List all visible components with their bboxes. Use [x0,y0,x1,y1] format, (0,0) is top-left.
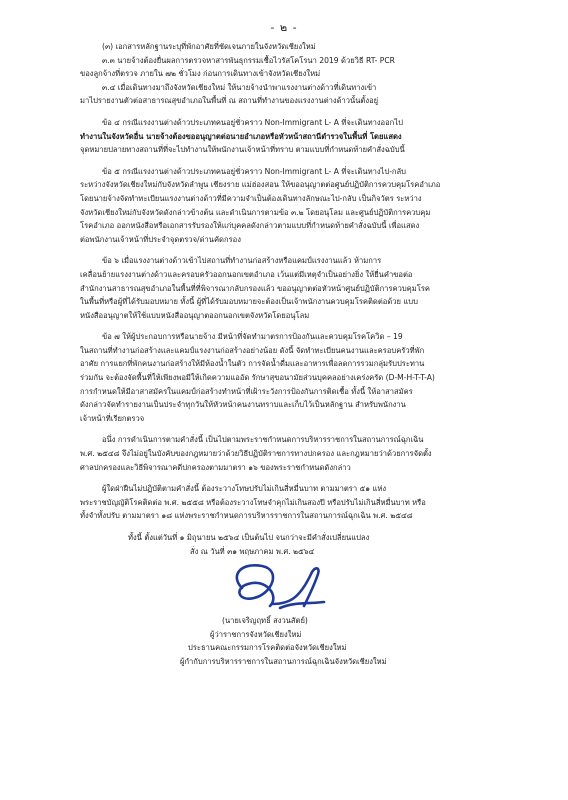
item-3-3-cont: ของลูกจ้างที่ตรวจ ภายใน ๗๒ ชั่วโมง ก่อนการเดินทางเข้าจังหวัดเชียงใหม่ [80,69,321,79]
clause-5-line-1: ข้อ ๕ กรณีแรงงานต่างด้าวประเภทคนอยู่ชั่วคราว Non-Immigrant L- A ที่จะเดินทางไป-กลับ [102,166,407,176]
penalty-para-line-3: ทั้งจำทั้งปรับ ตามมาตรา ๑๘ แห่งพระราชกำหนดการบริหารราชการในสถานการณ์ฉุกเฉิน พ.ศ. ๒๕๔๘ [80,511,413,521]
legal-para-line-3: ศาลปกครองและวิธีพิจารณาคดีปกครองตามมาตรา ๑๖ ของพระราชกำหนดดังกล่าว [80,462,351,472]
signer-name: (นายเจริญฤทธิ์ สงวนสัตย์) [222,616,308,626]
clause-6-line-3: สำนักงานสาธารณสุขอำเภอในพื้นที่ที่พิจารณากลับกรองแล้ว ขออนุญาตต่อหัวหน้าศูนย์ปฏิบัติการควบคุมโรค [80,283,430,293]
legal-para-line-2: พ.ศ. ๒๕๔๘ จึงไม่อยู่ในบังคับของกฎหมายว่าด้วยวิธีปฏิบัติราชการทางปกครอง และกฎหมายว่าด้วยการจัดตั้ง [80,449,432,459]
item-3-3: ๓.๓ นายจ้างต้องยื่นผลการตรวจหาสารพันธุกรรมเชื้อไวรัสโคโรนา 2019 ด้วยวิธี RT- PCR [102,55,395,65]
order-date: สั่ง ณ วันที่ ๓๑ พฤษภาคม พ.ศ. ๒๕๖๔ [190,546,315,556]
clause-7-line-1: ข้อ ๗ ให้ผู้ประกอบการหรือนายจ้าง มีหน้าที่จัดทำมาตรการป้องกันและควบคุมโรคโควิด – 19 [102,332,403,342]
signer-title-3: ผู้กำกับการบริหารราชการในสถานการณ์ฉุกเฉินจังหวัดเชียงใหม่ [180,656,387,666]
item-3-4: ๓.๔ เมื่อเดินทางมาถึงจังหวัดเชียงใหม่ ให้นายจ้างนำพาแรงงานต่างด้าวที่เดินทางเข้า [102,82,377,92]
clause-6-line-1: ข้อ ๖ เมื่อแรงงานต่างด้าวเข้าไปสถานที่ทำงานก่อสร้างหรือแคมป์แรงงานแล้ว ห้ามการ [102,256,382,266]
clause-5-line-6: ต่อพนักงานเจ้าหน้าที่ประจำจุดตรวจ/ด่านคัดกรอง [80,234,241,244]
signer-title-1: ผู้ว่าราชการจังหวัดเชียงใหม่ [210,629,302,639]
item-3-4-cont: มาไปรายงานตัวต่อสาธารณสุขอำเภอในพื้นที่ ณ สถานที่ทำงานของแรงงานต่างด้าวนั้นตั้งอยู่ [80,96,379,106]
clause-4-line-1: ข้อ ๔ กรณีแรงงานต่างด้าวประเภทคนอยู่ชั่วคราว Non-Immigrant L- A ที่จะเดินทางออกไป [102,117,403,127]
effective-date: ทั้งนี้ ตั้งแต่วันที่ ๑ มิถุนายน ๒๕๖๔ เป็นต้นไป จนกว่าจะมีคำสั่งเปลี่ยนแปลง [128,533,370,542]
clause-6-line-5: หนังสืออนุญาตให้ใช้แบบหนังสืออนุญาตออกนอกเขตจังหวัดโดยอนุโลม [80,310,310,320]
legal-para-line-1: อนึ่ง การดำเนินการตามคำสั่งนี้ เป็นไปตามพระราชกำหนดการบริหารราชการในสถานการณ์ฉุกเฉิน [102,435,424,445]
penalty-para-line-2: พระราชบัญญัติโรคติดต่อ พ.ศ. ๒๕๕๘ หรือต้องระวางโทษจำคุกไม่เกินสองปี หรือปรับไม่เกินสี่หมื่นบาท หรือ [80,497,426,507]
clause-7-line-3: อาศัย การแยกที่พักคนงานก่อสร้างให้มีห้องน้ำในตัว การจัดน้ำดื่มและอาหารเพื่อลดการรวมกลุ่มรับประทาน [80,359,425,369]
item-3-2-3: (๓) เอกสารหลักฐานระบุที่พักอาศัยที่ชัดเจนภายในจังหวัดเชียงใหม่ [102,42,316,51]
clause-7-line-2: ในสถานที่ทำงานก่อสร้างและแคมป์แรงงานก่อสร้างอย่างน้อย ดังนี้ จัดทำทะเบียนคนงานและครอบครัวที่พัก [80,345,425,355]
signature-area [80,558,500,614]
penalty-para-line-1: ผู้ใดฝ่าฝืนไม่ปฏิบัติตามคำสั่งนี้ ต้องระวางโทษปรับไม่เกินสี่หมื่นบาท ตามมาตรา ๕๑ แห่ง [102,484,387,494]
clause-5-line-2: ระหว่างจังหวัดเชียงใหม่กับจังหวัดลำพูน เชียงราย แม่ฮ่องสอน ให้ขออนุญาตต่อศูนย์ปฏิบัติการควบคุมโรคอำเภอ [80,180,441,190]
clause-5-line-4: จังหวัดเชียงใหม่กับจังหวัดดังกล่าวข้างต้น และดำเนินการตามข้อ ๓.๒ โดยอนุโลม และศูนย์ปฏิบัติการควบคุม [80,207,431,217]
clause-7-line-4: ร่วมกัน จะต้องจัดพื้นที่ให้เพียงพอมีให้เกิดความแออัด รักษาสุขอนามัยส่วนบุคคลอย่างเคร่งครัด (D-M-H-T-T-A) [80,373,435,383]
clause-4-line-3: จุดหมายปลายทางสถานที่ที่จะไปทำงานให้พนักงานเจ้าหน้าที่ทราบ ตามแบบที่กำหนดท้ายคำสั่งฉบับนี้ [80,145,405,155]
signer-block [80,614,500,668]
document-body [80,40,500,669]
signer-title-2: ประธานคณะกรรมการโรคติดต่อจังหวัดเชียงใหม่ [188,643,347,653]
clause-6-line-4: ในพื้นที่หรือผู้ที่ได้รับมอบหมาย ทั้งนี้ ผู้ที่ได้รับมอบหมายจะต้องเป็นเจ้าพนักงานควบคุมโรคติดต่อด้วย แบบ [80,297,418,307]
clause-6-line-2: เคลื่อนย้ายแรงงานต่างด้าวและครอบครัวออกนอกเขตอำเภอ เว้นแต่มีเหตุจำเป็นอย่างยิ่ง ให้ยื่นคำขอต่อ [80,269,413,279]
clause-5-line-5: โรคอำเภอ ออกหนังสือหรือเอกสารรับรองให้แก่บุคคลดังกล่าวตามแบบที่กำหนดท้ายคำสั่งฉบับนี้ เพื่อแสดง [80,221,420,231]
clause-7-line-5: การกำหนดให้มีอาสาสมัครในแคมป์ก่อสร้างทำหน้าที่เฝ้าระวังการป้องกันการติดเชื้อ ทั้งนี้ ให้อาสาสมัคร [80,386,413,396]
handwritten-signature [220,558,330,614]
clause-7-line-7: เจ้าหน้าที่เรียกตรวจ [80,413,145,423]
clause-5-line-3: โดยนายจ้างจัดทำทะเบียนแรงงานต่างด้าวที่มีความจำเป็นต้องเดินทางลักษณะไป-กลับ เป็นกิจวัตร ระหว่าง [80,193,422,203]
clause-7-line-6: ดังกล่าวจัดทำรายงานเป็นประจำทุกวันให้หัวหน้าคนงานทราบและเก็บไว้เป็นหลักฐาน สำหรับพนักงาน [80,400,406,410]
page-number: - ๒ - [270,21,298,34]
clause-4-line-2: ทำงานในจังหวัดอื่น นายจ้างต้องขออนุญาตต่อนายอำเภอหรือหัวหน้าสถานีตำรวจในพื้นที่ โดยแสดง [80,131,402,141]
